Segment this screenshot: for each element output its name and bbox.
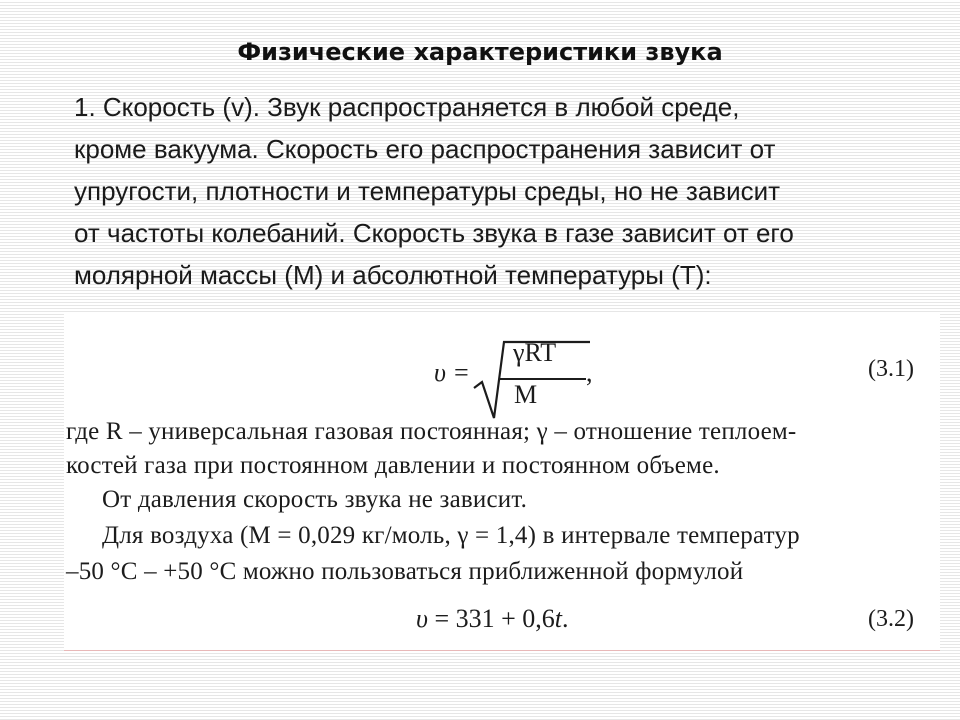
equation-number-3-1: (3.1) [868,356,914,382]
eq2-lhs: υ [416,604,428,633]
intro-line: 1. Скорость (v). Звук распространяется в любой среде, [74,92,740,122]
eq1-lhs: υ = [434,358,470,387]
equation-3-2 [416,604,569,634]
equation-3-1 [434,330,593,420]
scan-line: –50 °C – +50 °C можно пользоваться приближенной формулой [66,558,744,585]
equation-number-3-2: (3.2) [868,606,914,632]
intro-line: упругости, плотности и температуры среды, но не зависит [74,176,781,206]
intro-line: от частоты колебаний. Скорость звука в газе зависит от его [74,218,794,248]
intro-line: кроме вакуума. Скорость его распространения зависит от [74,134,776,164]
scanned-textbook-excerpt [64,312,940,652]
scan-bottom-rule [64,650,940,651]
intro-paragraph [74,86,924,296]
eq1-comma: , [586,358,593,387]
scan-line: От давления скорость звука не зависит. [102,486,528,513]
scan-line: костей газа при постоянном давлении и постоянном объеме. [66,452,720,479]
eq1-numerator: γRT [513,338,557,367]
intro-line: молярной массы (М) и абсолютной температуры (Т): [74,260,712,290]
fraction-bar [500,378,586,380]
eq1-denominator: M [514,380,538,409]
eq2-variable: t [554,604,562,633]
eq2-rhs: = 331 + 0,6 [427,604,555,633]
eq2-period: . [562,604,569,633]
scan-line: где R – универсальная газовая постоянная; γ – отношение теплоем- [66,418,797,445]
scan-line: Для воздуха (M = 0,029 кг/моль, γ = 1,4) в интервале температур [102,522,800,549]
slide-title: Физические характеристики звука [237,38,723,66]
